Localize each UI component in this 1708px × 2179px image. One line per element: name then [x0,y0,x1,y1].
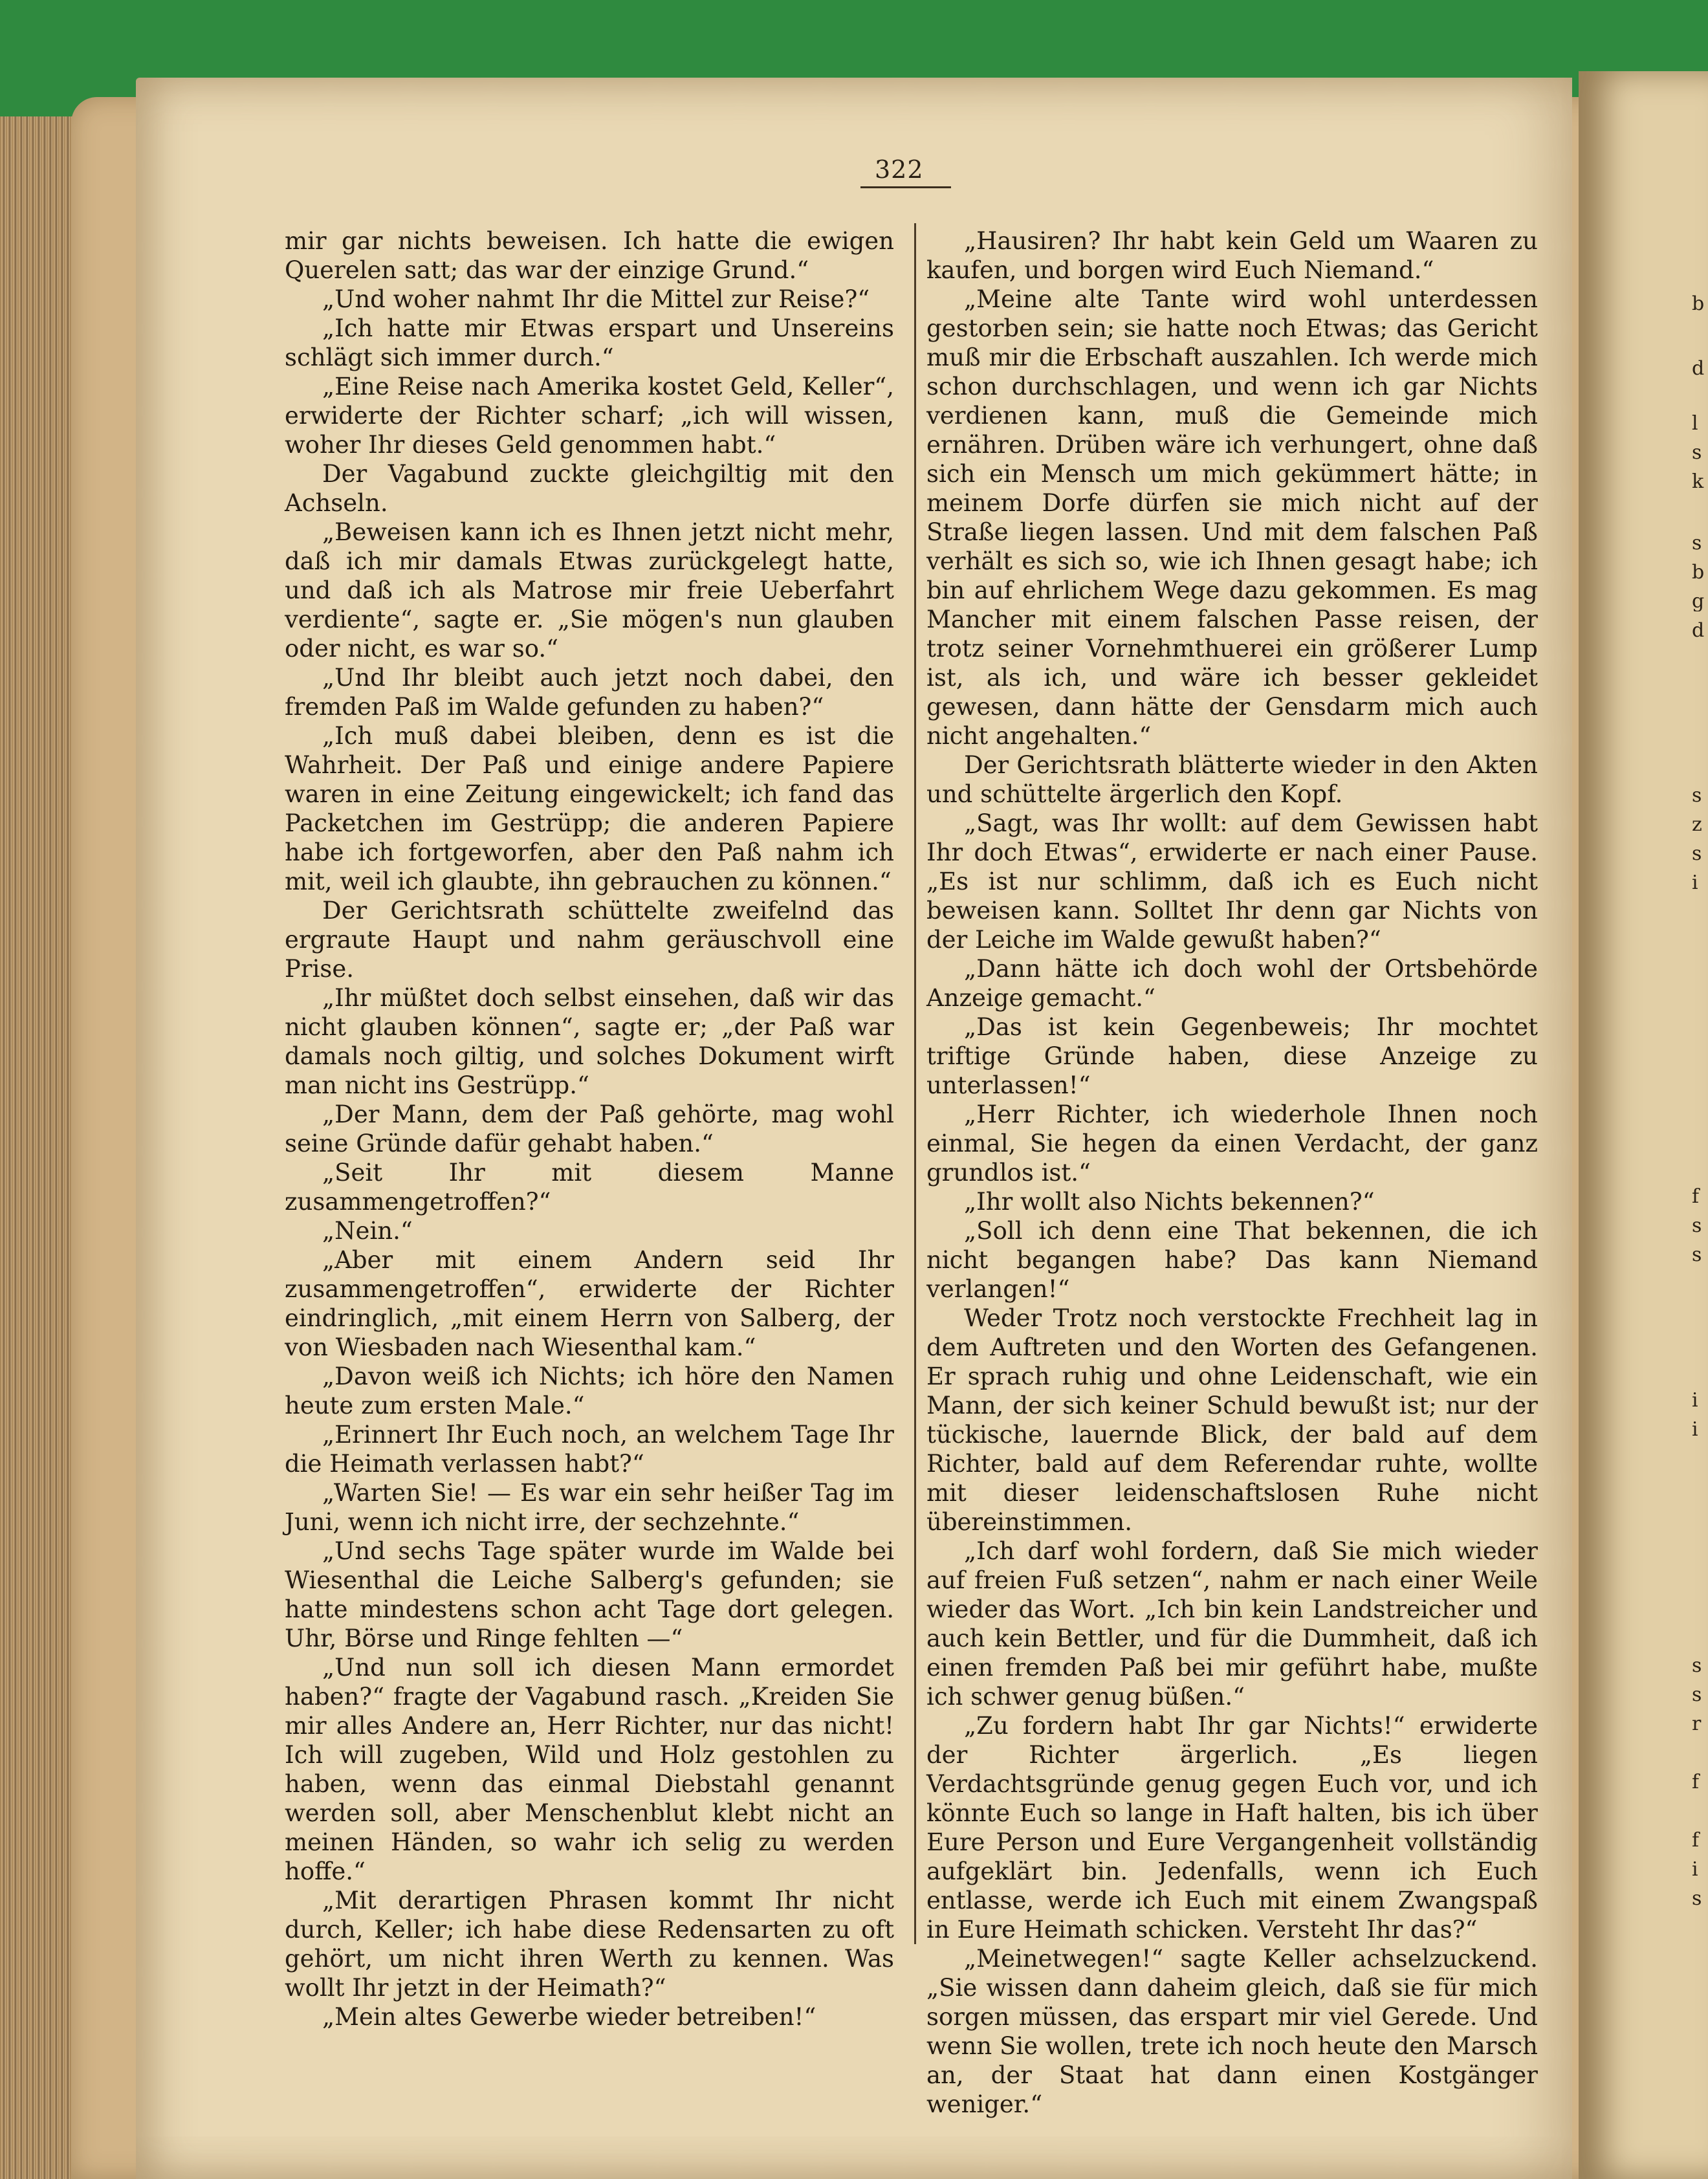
facing-page-letter: d [1692,621,1705,641]
paragraph: „Und nun soll ich diesen Mann ermordet haben?“ fragte der Vagabund rasch. „Kreiden Sie mir alles Andere an, Herr Richter, nur das nicht! Ich will zugeben, Wild und Holz gestohlen zu haben, wenn das einmal Diebstahl genannt werden soll, aber Menschenblut klebt nicht an meinen Händen, so wahr ich selig zu werden hoffe.“ [285,1654,894,1885]
facing-page-letter: i [1692,1860,1698,1879]
facing-page-letter: i [1692,1391,1698,1410]
facing-page-letter: b [1692,294,1705,314]
paragraph: „Eine Reise nach Amerika kostet Geld, Keller“, erwiderte der Richter scharf; „ich will wissen, woher Ihr dieses Geld genommen habt.“ [285,373,894,459]
facing-page-letter: k [1692,472,1704,492]
paragraph: „Sagt, was Ihr wollt: auf dem Gewissen habt Ihr doch Etwas“, erwiderte er nach einer Pause. „Es ist nur schlimm, daß ich es Euch nicht beweisen kann. Solltet Ihr denn gar Nichts von der Leiche im Walde gewußt haben?“ [926,809,1538,954]
paragraph: „Zu fordern habt Ihr gar Nichts!“ erwiderte der Richter ärgerlich. „Es liegen Verdachtsgründe genug gegen Euch vor, und ich könnte Euch so lange in Haft halten, bis ich über Eure Person und Eure Vergangenheit vollständig aufgeklärt bin. Jedenfalls, wenn ich Euch entlasse, werde ich Euch mit einem Zwangspaß in Eure Heimath schicken. Versteht Ihr das?“ [926,1712,1538,1944]
right-column [926,226,1538,2119]
paragraph: Der Vagabund zuckte gleichgiltig mit den Achseln. [285,460,894,517]
paragraph: mir gar nichts beweisen. Ich hatte die ewigen Querelen satt; das war der einzige Grund.“ [285,227,894,284]
paragraph: Der Gerichtsrath blätterte wieder in den Akten und schüttelte ärgerlich den Kopf. [926,751,1538,808]
facing-page-letter: i [1692,873,1698,893]
paragraph: „Mein altes Gewerbe wieder betreiben!“ [322,2003,816,2031]
facing-page-letter: f [1692,1187,1700,1207]
paragraph: „Das ist kein Gegenbeweis; Ihr mochtet triftige Gründe haben, diese Anzeige zu unterlassen!“ [926,1013,1538,1099]
paragraph: „Dann hätte ich doch wohl der Ortsbehörde Anzeige gemacht.“ [926,955,1538,1012]
paragraph: „Aber mit einem Andern seid Ihr zusammengetroffen“, erwiderte der Richter eindringlich, „mit einem Herrn von Salberg, der von Wiesbaden nach Wiesenthal kam.“ [285,1246,894,1361]
paragraph: „Ihr wollt also Nichts bekennen?“ [964,1188,1375,1216]
paragraph: „Mit derartigen Phrasen kommt Ihr nicht durch, Keller; ich habe diese Redensarten zu oft gehört, um nicht ihren Werth zu kennen. Was wollt Ihr jetzt in der Heimath?“ [285,1887,894,2002]
paragraph: Weder Trotz noch verstockte Frechheit lag in dem Auftreten und den Worten des Gefangenen. Er sprach ruhig und ohne Leidenschaft, wie ein Mann, der sich keiner Schuld bewußt ist; nur der tückische, lauernde Blick, der bald auf dem Richter, bald auf dem Referendar ruhte, wollte mit dieser leidenschaftslosen Ruhe nicht übereinstimmen. [926,1304,1538,1536]
paragraph: „Ich muß dabei bleiben, denn es ist die Wahrheit. Der Paß und einige andere Papiere waren in eine Zeitung eingewickelt; ich fand das Packetchen im Gestrüpp; die anderen Papiere habe ich fortgeworfen, aber den Paß nahm ich mit, weil ich glaubte, ihn gebrauchen zu können.“ [285,722,894,895]
paragraph: Der Gerichtsrath schüttelte zweifelnd das ergraute Haupt und nahm geräuschvoll eine Prise. [285,897,894,983]
facing-page-letter: l [1692,414,1698,433]
paragraph: „Ich hatte mir Etwas erspart und Unsereins schlägt sich immer durch.“ [285,314,894,371]
paragraph: „Meinetwegen!“ sagte Keller achselzuckend. „Sie wissen dann daheim gleich, daß sie für mich sorgen müssen, das erspart mir viel Gerede. Und wenn Sie wollen, trete ich noch heute den Marsch an, der Staat hat dann einen Kostgänger weniger.“ [926,1945,1538,2118]
facing-page-letter: s [1692,1889,1702,1909]
facing-page-letter: s [1692,1216,1702,1236]
facing-page-letter: s [1692,1685,1702,1705]
paragraph: „Hausiren? Ihr habt kein Geld um Waaren zu kaufen, und borgen wird Euch Niemand.“ [926,227,1538,284]
facing-page-letter: s [1692,1656,1702,1676]
paragraph: „Ich darf wohl fordern, daß Sie mich wieder auf freien Fuß setzen“, nahm er nach einer Weile wieder das Wort. „Ich bin kein Landstreicher und auch kein Bettler, und für die Dummheit, daß ich einen fremden Paß bei mir geführt habe, mußte ich schwer genug büßen.“ [926,1537,1538,1711]
paragraph: „Und woher nahmt Ihr die Mittel zur Reise?“ [322,285,870,313]
column-divider [914,223,916,1944]
facing-page-letter: z [1692,815,1702,835]
facing-page-edge [1579,71,1708,2179]
facing-page-letter: b [1692,563,1705,582]
facing-page-letter: f [1692,1831,1700,1850]
paragraph: „Nein.“ [322,1217,413,1245]
facing-page-letter: i [1692,1420,1698,1440]
paragraph: „Erinnert Ihr Euch noch, an welchem Tage Ihr die Heimath verlassen habt?“ [285,1421,894,1478]
paragraph: „Soll ich denn eine That bekennen, die ich nicht begangen habe? Das kann Niemand verlangen!“ [926,1217,1538,1303]
facing-page-letter: g [1692,592,1705,611]
facing-page-letter: s [1692,443,1702,463]
facing-page-letter: s [1692,534,1702,553]
paragraph: „Herr Richter, ich wiederhole Ihnen noch einmal, Sie hegen da einen Verdacht, der ganz grundlos ist.“ [926,1100,1538,1187]
paragraph: „Der Mann, dem der Paß gehörte, mag wohl seine Gründe dafür gehabt haben.“ [285,1100,894,1157]
paragraph: „Warten Sie! — Es war ein sehr heißer Tag im Juni, wenn ich nicht irre, der sechzehnte.“ [285,1479,894,1536]
left-column [285,226,894,2031]
facing-page-letter: s [1692,1245,1702,1265]
facing-page-letter: s [1692,786,1702,805]
paragraph: „Ihr müßtet doch selbst einsehen, daß wir das nicht glauben können“, sagte er; „der Paß war damals noch giltig, und solches Dokument wirft man nicht ins Gestrüpp.“ [285,984,894,1099]
facing-page-letter: r [1692,1714,1702,1734]
facing-page-letter: d [1692,359,1705,378]
paragraph: „Davon weiß ich Nichts; ich höre den Namen heute zum ersten Male.“ [285,1363,894,1419]
page-number: 322 [875,155,924,184]
page-number-rule [860,186,951,188]
paragraph: „Und Ihr bleibt auch jetzt noch dabei, den fremden Paß im Walde gefunden zu haben?“ [285,664,894,721]
paragraph: „Seit Ihr mit diesem Manne zusammengetroffen?“ [285,1159,894,1216]
paragraph: „Beweisen kann ich es Ihnen jetzt nicht mehr, daß ich mir damals Etwas zurückgelegt hatte, und daß ich als Matrose mir freie Ueberfahrt verdiente“, sagte er. „Sie mögen's nun glauben oder nicht, es war so.“ [285,518,894,662]
paragraph: „Meine alte Tante wird wohl unterdessen gestorben sein; sie hatte noch Etwas; das Gericht muß mir die Erbschaft auszahlen. Ich werde mich schon durchschlagen, und wenn ich gar Nichts verdienen kann, muß die Gemeinde mich ernähren. Drüben wäre ich verhungert, ohne daß sich ein Mensch um mich gekümmert hätte; in meinem Dorfe dürfen sie mich nicht auf der Straße liegen lassen. Und mit dem falschen Paß verhält es sich so, wie ich Ihnen gesagt habe; ich bin auf ehrlichem Wege dazu gekommen. Es mag Mancher mit einem falschen Passe reisen, der trotz seiner Vornehmthuerei ein größerer Lump ist, als ich, und wäre ich besser gekleidet gewesen, dann hätte der Gensdarm mich auch nicht angehalten.“ [926,285,1538,750]
paragraph: „Und sechs Tage später wurde im Walde bei Wiesenthal die Leiche Salberg's gefunden; sie hatte mindestens schon acht Tage dort gelegen. Uhr, Börse und Ringe fehlten —“ [285,1537,894,1652]
facing-page-letter: s [1692,844,1702,864]
facing-page-letter: f [1692,1773,1700,1792]
